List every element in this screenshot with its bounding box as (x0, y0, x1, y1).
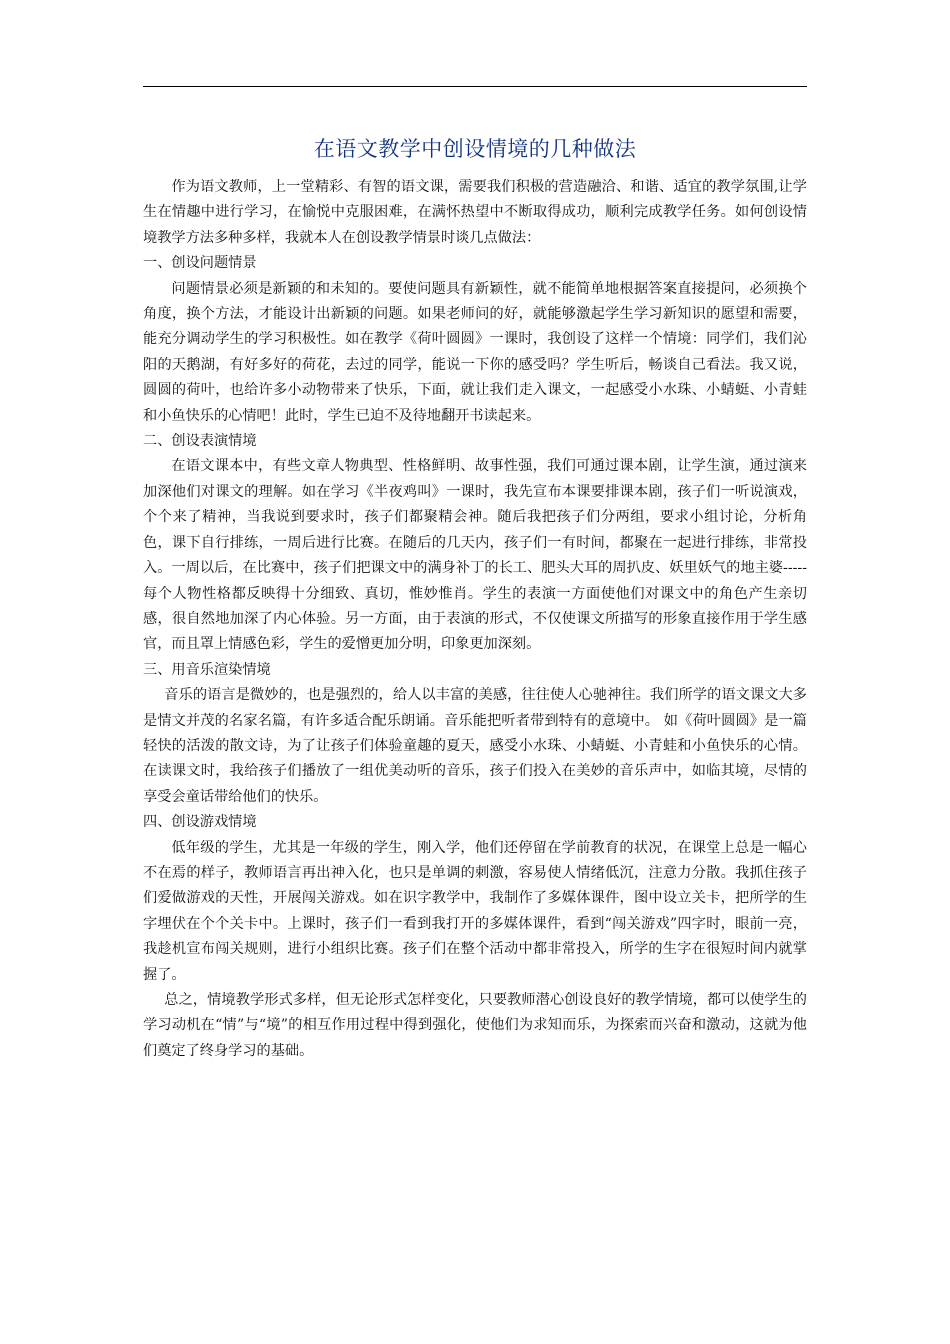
page-title: 在语文教学中创设情境的几种做法 (313, 137, 637, 161)
section-text-1: 问题情景必须是新颖的和未知的。要使问题具有新颖性，就不能简单地根据答案直接提问，必须换个角度，换个方法，才能设计出新颖的问题。如果老师问的好，就能够激起学生学习新知识的愿望和需要，能充分调动学生的学习积极性。如在教学《荷叶圆圆》一课时，我创设了这样一个情境：同学们，我们沁阳的天鹅湖，有好多好的荷花，去过的同学，能说一下你的感受吗？学生听后，畅谈自己看法。我又说，圆圆的荷叶，也给许多小动物带来了快乐，下面，就让我们走入课文，一起感受小水珠、小蜻蜓、小青蛙和小鱼快乐的心情吧！此时，学生已迫不及待地翻开书读起来。 (143, 280, 807, 424)
section-heading-4: 四、创设游戏情境 (143, 814, 257, 831)
section-heading-2: 二、创设表演情境 (143, 433, 257, 450)
section-heading-1: 一、创设问题情景 (143, 255, 257, 272)
section-text-4: 低年级的学生，尤其是一年级的学生，刚入学，他们还停留在学前教育的状况，在课堂上总是一幅心不在焉的样子，教师语言再出神入化，也只是单调的刺激，容易使人情绪低沉，注意力分散。我抓住孩子们爱做游戏的天性，开展闯关游戏。如在识字教学中，我制作了多媒体课件，图中设立关卡，把所学的生字埋伏在个个关卡中。上课时，孩子们一看到我打开的多媒体课件，看到“闯关游戏”四字时，眼前一亮，我趁机宣布闯关规则，进行小组织比赛。孩子们在整个活动中都非常投入，所学的生字在很短时间内就掌握了。 (143, 839, 807, 983)
document-body (143, 175, 807, 1064)
header-rule (143, 86, 807, 87)
section-text-3: 音乐的语言是微妙的，也是强烈的，给人以丰富的美感，往往使人心驰神往。我们所学的语文课文大多是情文并茂的名家名篇，有许多适合配乐朗诵。音乐能把听者带到特有的意境中。 如《荷叶圆圆》是一篇轻快的活泼的散文诗，为了让孩子们体验童趣的夏天，感受小水珠、小蜻蜓、小青蛙和小鱼快乐的心情。在读课文时，我给孩子们播放了一组优美动听的音乐，孩子们投入在美妙的音乐声中，如临其境，尽情的享受会童话带给他们的快乐。 (143, 687, 807, 805)
conclusion-paragraph: 总之，情境教学形式多样，但无论形式怎样变化，只要教师潜心创设良好的教学情境，都可以使学生的学习动机在“情”与“境”的相互作用过程中得到强化，使他们为求知而乐，为探索而兴奋和激动，这就为他们奠定了终身学习的基础。 (143, 992, 807, 1059)
section-text-2: 在语文课本中，有些文章人物典型、性格鲜明、故事性强，我们可通过课本剧，让学生演，通过演来加深他们对课文的理解。如在学习《半夜鸡叫》一课时，我先宣布本课要排课本剧，孩子们一听说演戏，个个来了精神，当我说到要求时，孩子们都聚精会神。随后我把孩子们分两组，要求小组讨论，分析角色，课下自行排练，一周后进行比赛。在随后的几天内，孩子们一有时间，都聚在一起进行排练，非常投入。一周以后，在比赛中，孩子们把课文中的满身补丁的长工、肥头大耳的周扒皮、妖里妖气的地主婆-----每个人物性格都反映得十分细致、真切，惟妙惟肖。学生的表演一方面使他们对课文中的角色产生亲切感，很自然地加深了内心体验。另一方面，由于表演的形式，不仅使课文所描写的形象直接作用于学生感官，而且罩上情感色彩，学生的爱憎更加分明，印象更加深刻。 (143, 458, 807, 653)
intro-paragraph: 作为语文教师，上一堂精彩、有智的语文课，需要我们积极的营造融洽、和谐、适宜的教学氛围,让学生在情趣中进行学习，在愉悦中克服困难，在满怀热望中不断取得成功，顺利完成教学任务。如何创设情境教学方法多种多样，我就本人在创设教学情景时谈几点做法： (143, 179, 807, 246)
section-heading-3: 三、用音乐渲染情境 (143, 661, 271, 678)
